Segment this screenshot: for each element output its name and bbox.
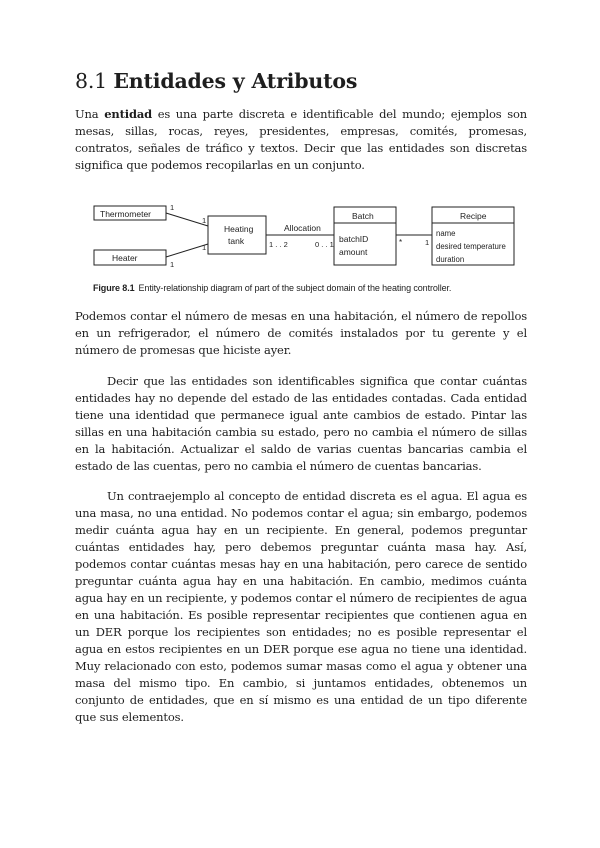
card-batch-recipe: * xyxy=(399,238,403,247)
card-batch-allocation: 0 . . 1 xyxy=(315,240,334,249)
entity-batch-attr-amount: amount xyxy=(339,247,368,257)
entity-heating-tank-box xyxy=(208,216,266,254)
card-heater-side: 1 xyxy=(170,260,175,269)
section-heading xyxy=(75,69,357,93)
entity-batch-attr-batchid: batchID xyxy=(339,234,369,244)
figure-label: Figure 8.1 xyxy=(93,283,135,293)
paragraph-counting-examples: Podemos contar el número de mesas en una habitación, el número de repollos en un refrigerador, el número de comités instalados por tu gerente y el número de promesas que hiciste ayer. xyxy=(75,309,527,357)
entity-recipe-attr-duration: duration xyxy=(436,255,465,264)
card-tank-allocation: 1 . . 2 xyxy=(269,240,288,249)
paragraph-water-counterexample: Un contraejemplo al concepto de entidad discreta es el agua. El agua es una masa, no una entidad. No podemos contar el agua; sin embargo, podemos medir cuánta agua hay en un recipiente. En general, podemos preguntar cuántas entidades hay, pero debemos preguntar cuánta masa hay. Así, podemos contar cuántas mesas hay en una habitación, pero carece de sentido preguntar cuánta agua hay en una habitación. En cambio, medimos cuánta agua hay en un recipiente, y podemos contar el número de recipientes de agua en una habitación. Es posible representar recipientes que contienen agua en un DER porque los recipientes son entidades; no es posible representar el agua en estos recipientes en un DER porque ese agua no tiene una identidad. Muy relacionado con esto, podemos sumar masas como el agua y obtener una masa del mismo tipo. En cambio, si juntamos entidades, obtenemos un conjunto de entidades, que en sí mismo es una entidad de un tipo diferente que sus elementos. xyxy=(75,489,527,724)
term-entidad: entidad xyxy=(104,107,153,121)
entity-recipe-name: Recipe xyxy=(460,211,487,221)
entity-thermometer-label: Thermometer xyxy=(100,209,152,219)
entity-recipe-attr-desired-temperature: desired temperature xyxy=(436,242,506,251)
paragraph-lead: Una xyxy=(75,107,105,121)
figure-caption xyxy=(93,283,451,293)
section-number: 8.1 xyxy=(75,69,108,93)
relationship-allocation-label: Allocation xyxy=(284,223,321,233)
entity-heating-tank-label-line2: tank xyxy=(228,236,245,246)
card-heater-tank-side: 1 xyxy=(202,243,207,252)
section-title: Entidades y Atributos xyxy=(113,69,358,93)
paragraph-rest: es una parte discreta e identificable del mundo; ejemplos son mesas, sillas, rocas, reyes, presidentes, empresas, comités, promesas, contratos, señales de tráfico y textos. Decir que las entidades son discretas significa que podemos recopilarlas en un conjunto. xyxy=(75,107,527,172)
card-recipe-batch: 1 xyxy=(425,238,430,247)
card-thermometer-tank-side: 1 xyxy=(202,216,207,225)
entity-recipe-attr-name: name xyxy=(436,229,456,238)
paragraph-identifiable-entities: Decir que las entidades son identificables significa que contar cuántas entidades hay no depende del estado de las entidades contadas. Cada entidad tiene una identidad que permanece igual ante cambios de estado. Pintar las sillas en una habitación cambia su estado, pero no cambia el número de sillas en la habitación. Actualizar el saldo de varias cuentas bancarias cambia el estado de las cuentas, pero no cambia el número de cuentas bancarias. xyxy=(75,374,527,473)
entity-batch-name: Batch xyxy=(352,211,374,221)
card-thermometer-side: 1 xyxy=(170,203,175,212)
paragraph-entity-definition xyxy=(75,106,527,174)
entity-heating-tank-label-line1: Heating xyxy=(224,224,254,234)
entity-heater-label: Heater xyxy=(112,253,138,263)
figure-caption-text: Entity-relationship diagram of part of the subject domain of the heating controller. xyxy=(138,283,452,293)
